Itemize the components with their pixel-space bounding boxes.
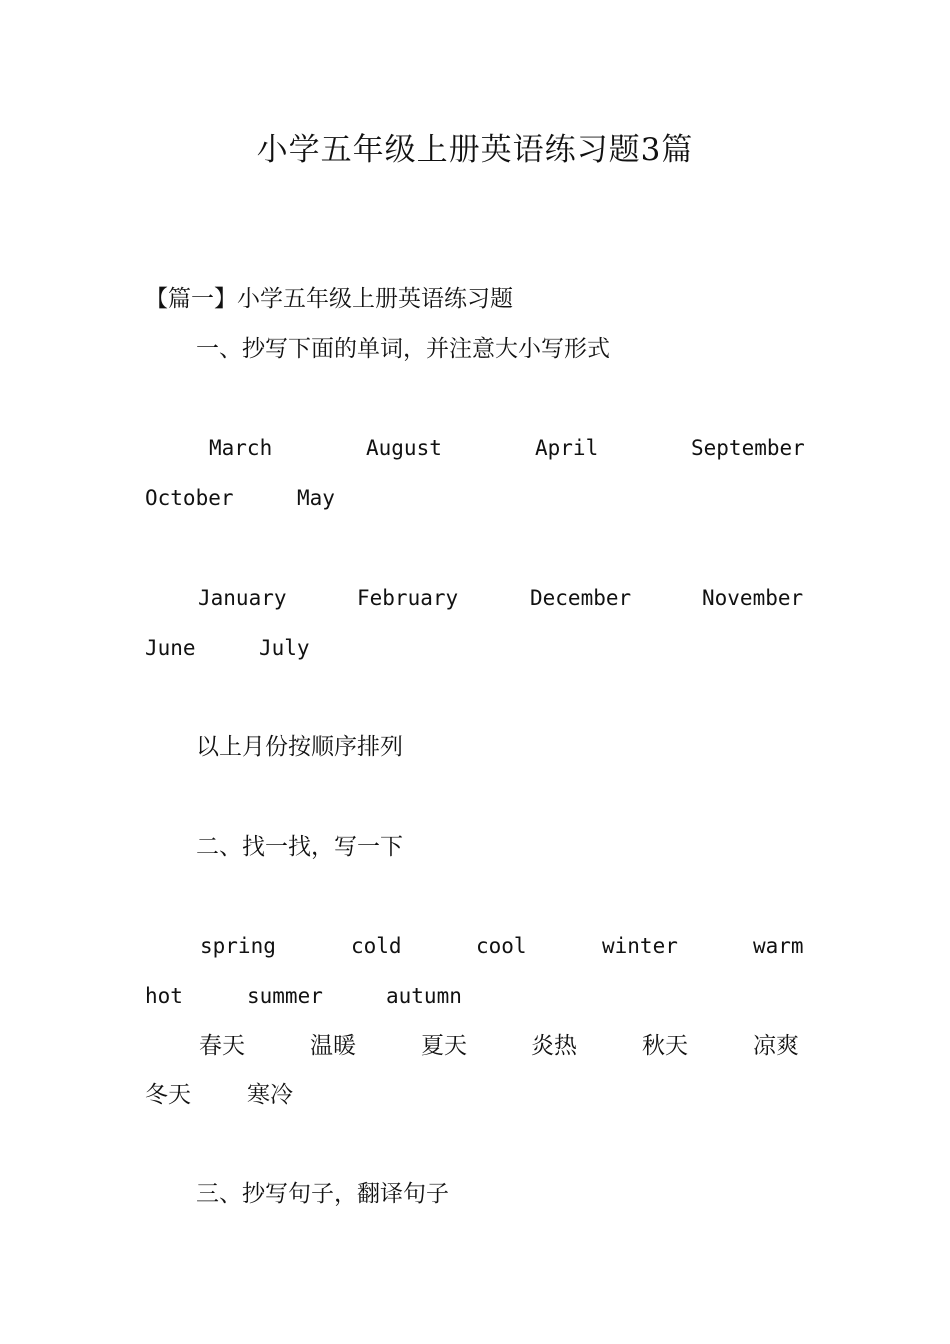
months-row-4 xyxy=(0,633,950,667)
document-title: 小学五年级上册英语练习题3篇 xyxy=(256,132,694,168)
question-2-heading: 二、找一找，写一下 xyxy=(196,834,403,860)
word-warm: warm xyxy=(753,934,804,958)
word-hanleng: 寒冷 xyxy=(247,1082,293,1108)
word-winter: winter xyxy=(602,934,678,958)
word-xiatian: 夏天 xyxy=(421,1033,467,1059)
question-1-instruction: 以上月份按顺序排列 xyxy=(196,734,403,760)
word-summer: summer xyxy=(247,984,323,1008)
word-december: December xyxy=(530,586,632,610)
months-row-2 xyxy=(0,483,950,517)
word-august: August xyxy=(366,436,442,460)
seasons-cn-row-1 xyxy=(0,1030,950,1064)
word-hot: hot xyxy=(145,984,183,1008)
word-september: September xyxy=(691,436,805,460)
word-january: January xyxy=(198,586,287,610)
months-row-3 xyxy=(0,583,950,617)
word-autumn: autumn xyxy=(386,984,462,1008)
word-march: March xyxy=(209,436,273,460)
word-april: April xyxy=(535,436,599,460)
word-cold: cold xyxy=(351,934,402,958)
question-1-heading: 一、抄写下面的单词，并注意大小写形式 xyxy=(196,336,610,362)
seasons-cn-row-2 xyxy=(0,1079,950,1113)
word-chuntian: 春天 xyxy=(199,1033,245,1059)
seasons-en-row-1 xyxy=(0,931,950,965)
word-june: June xyxy=(145,636,196,660)
word-november: November xyxy=(702,586,804,610)
question-3-heading: 三、抄写句子，翻译句子 xyxy=(196,1181,449,1207)
word-may: May xyxy=(297,486,335,510)
word-yanre: 炎热 xyxy=(531,1033,577,1059)
word-wennuan: 温暖 xyxy=(310,1033,356,1059)
word-dongtian: 冬天 xyxy=(145,1082,191,1108)
word-liangshuang: 凉爽 xyxy=(753,1033,799,1059)
seasons-en-row-2 xyxy=(0,981,950,1015)
section-heading: 【篇一】小学五年级上册英语练习题 xyxy=(145,286,513,312)
word-spring: spring xyxy=(200,934,276,958)
word-qiutian: 秋天 xyxy=(642,1033,688,1059)
word-october: October xyxy=(145,486,234,510)
months-row-1 xyxy=(0,433,950,467)
word-february: February xyxy=(357,586,459,610)
word-july: July xyxy=(259,636,310,660)
word-cool: cool xyxy=(476,934,527,958)
